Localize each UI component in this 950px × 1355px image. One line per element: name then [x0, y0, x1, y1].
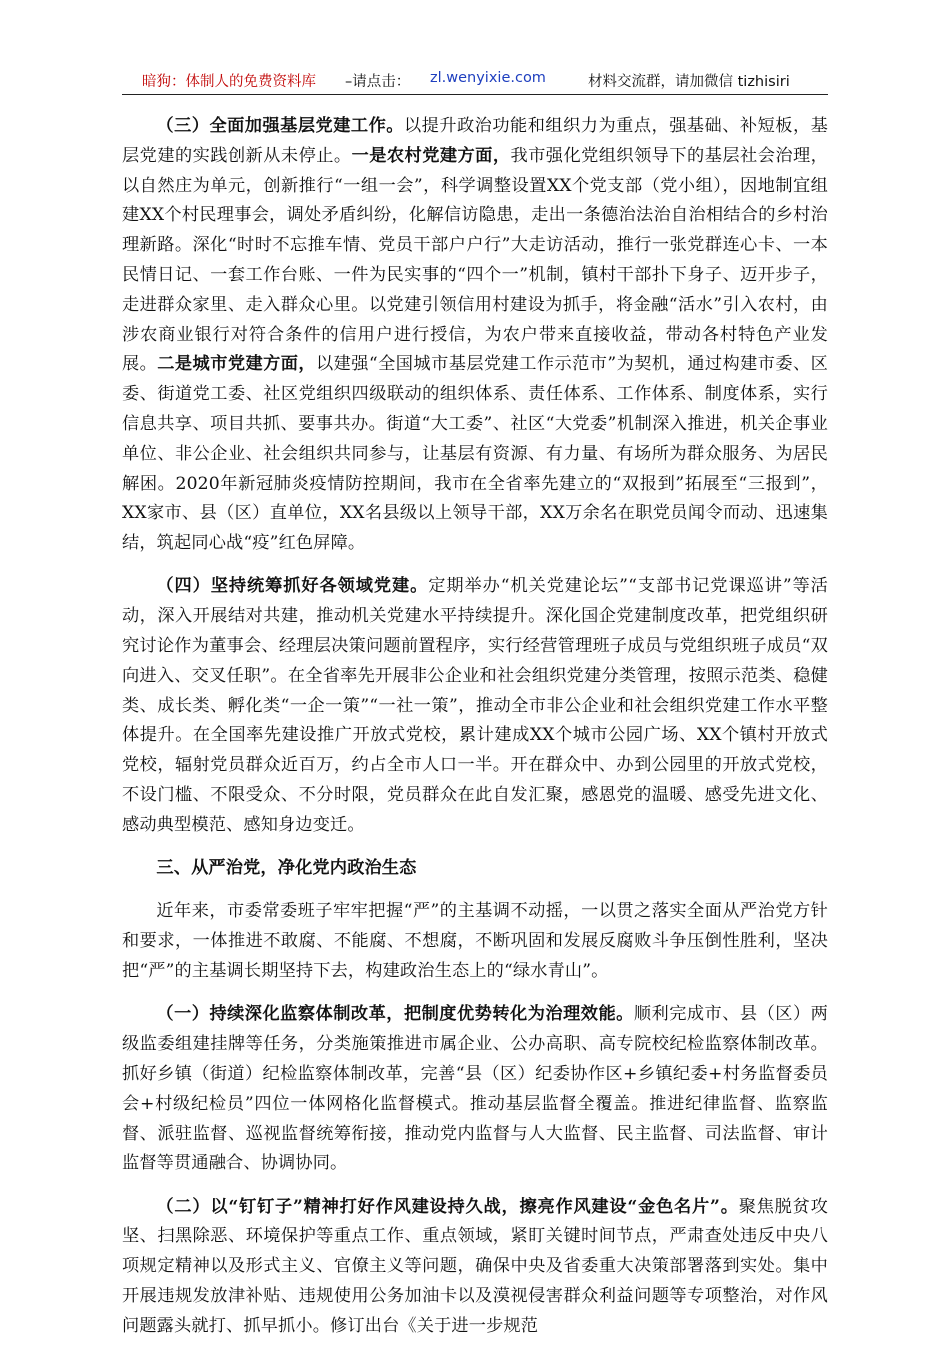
paragraph-all-fields-party-building: [122, 572, 828, 840]
paragraph-lead: （二）以“钉钉子”精神打好作风建设持久战，擦亮作风建设“金色名片”。: [156, 1196, 739, 1217]
paragraph-text: 近年来，市委常委班子牢牢把握“严”的主基调不动摇，一以贯之落实全面从严治党方针和要求，一体推进不敢腐、不能腐、不想腐，不断巩固和发展反腐败斗争压倒性胜利，坚决把“严”的主基调长期坚持下去，构建政治生态上的“绿水青山”。: [122, 901, 828, 982]
section-heading: 三、从严治党，净化党内政治生态: [156, 858, 417, 879]
paragraph-lead: （三）全面加强基层党建工作。: [156, 116, 404, 136]
paragraph-text: 定期举办“机关党建论坛”“支部书记党课巡讲”等活动，深入开展结对共建，推动机关党建水平持续提升。深化国企党建制度改革，把党组织研究讨论作为董事会、经理层决策问题前置程序，实行经营管理班子成员与党组织班子成员“双向进入、交叉任职”。在全省率先开展非公企业和社会组织党建分类管理，按照示范类、稳健类、成长类、孵化类“一企一策”“一社一策”，推动全市非公企业和社会组织党建工作水平整体提升。在全国率先建设推广开放式党校，累计建成XX个城市公园广场、XX个镇村开放式党校，辐射党员群众近百万，约占全市人口一半。开在群众中、办到公园里的开放式党校，不设门槛、不限受众、不分时限，党员群众在此自发汇聚，感恩党的温暖、感受先进文化、感动典型模范、感知身边变迁。: [122, 576, 828, 835]
paragraph-supervision-reform: [122, 1000, 828, 1179]
document-body: [122, 112, 828, 1355]
paragraph-subhead: 二是城市党建方面，: [157, 354, 317, 375]
paragraph-work-style: [122, 1193, 828, 1342]
paragraph-text: 我市强化党组织领导下的基层社会治理，以自然庄为单元，创新推行“一组一会”，科学调整设置XX个党支部（党小组），因地制宜组建XX个村民理事会，调处矛盾纠纷，化解信访隐患，走出一条德治法治自治相结合的乡村治理新路。深化“时时不忘推车情、党员干部户户行”大走访活动，推行一张党群连心卡、一本民情日记、一套工作台账、一件为民实事的“四个一”机制，镇村干部扑下身子、迈开步子，走进群众家里、走入群众心里。以党建引领信用村建设为抓手，将金融“活水”引入农村，由涉农商业银行对符合条件的信用户进行授信，为农户带来直接收益，带动各村特色产业发展。: [122, 145, 829, 375]
header-url-link[interactable]: zl.wenyixie.com: [430, 70, 546, 86]
paragraph-text: 顺利完成市、县（区）两级监委组建挂牌等任务，分类施策推进市属企业、公办高职、高专院校纪检监察体制改革。抓好乡镇（街道）纪检监察体制改革，完善“县（区）纪委协作区+乡镇纪委+村务监督委员会+村级纪检员”四位一体网格化监督模式。推动基层监督全覆盖。推进纪律监督、监察监督、派驻监督、巡视监督统筹衔接，推动党内监督与人大监督、民主监督、司法监督、审计监督等贯通融合、协调协同。: [122, 1004, 828, 1174]
paragraph-text: 以建强“全国城市基层党建工作示范市”为契机，通过构建市委、区委、街道党工委、社区党组织四级联动的组织体系、责任体系、工作体系、制度体系，实行信息共享、项目共抓、要事共办。街道“大工委”、社区“大党委”机制深入推进，机关企事业单位、非公企业、社会组织共同参与，让基层有资源、有力量、有场所为群众服务、为居民解困。2020年新冠肺炎疫情防控期间，我市在全省率先建立的“双报到”拓展至“三报到”，XX家市、县（区）直单位，XX名县级以上领导干部，XX万余名在职党员闻令而动、迅速集结，筑起同心战“疫”红色屏障。: [122, 354, 828, 554]
header-brand: 暗狗：体制人的免费资料库: [142, 74, 316, 90]
header-wechat-note: 材料交流群，请加微信 tizhisiri: [588, 74, 790, 90]
page-header: [122, 64, 828, 95]
paragraph-grassroots-party-building: [122, 112, 828, 559]
paragraph-lead: （四）坚持统筹抓好各领域党建。: [156, 576, 429, 597]
paragraph-lead: （一）持续深化监察体制改革，把制度优势转化为治理效能。: [156, 1004, 634, 1025]
paragraph-subhead: 一是农村党建方面，: [351, 145, 511, 166]
header-prompt: –请点击：: [345, 74, 411, 90]
paragraph-strict-governance-intro: [122, 897, 828, 986]
paragraph-text: 聚焦脱贫攻坚、扫黑除恶、环境保护等重点工作、重点领域，紧盯关键时间节点，严肃查处违反中央八项规定精神以及形式主义、官僚主义等问题，确保中央及省委重大决策部署落到实处。集中开展违规发放津补贴、违规使用公务加油卡以及漠视侵害群众利益问题等专项整治，对作风问题露头就打、抓早抓小。修订出台《关于进一步规范: [122, 1196, 828, 1336]
paragraph-text: 以提升政治功能和组织力为重点，强基础、补短板，基层党建的实践创新从未停止。: [122, 116, 828, 166]
